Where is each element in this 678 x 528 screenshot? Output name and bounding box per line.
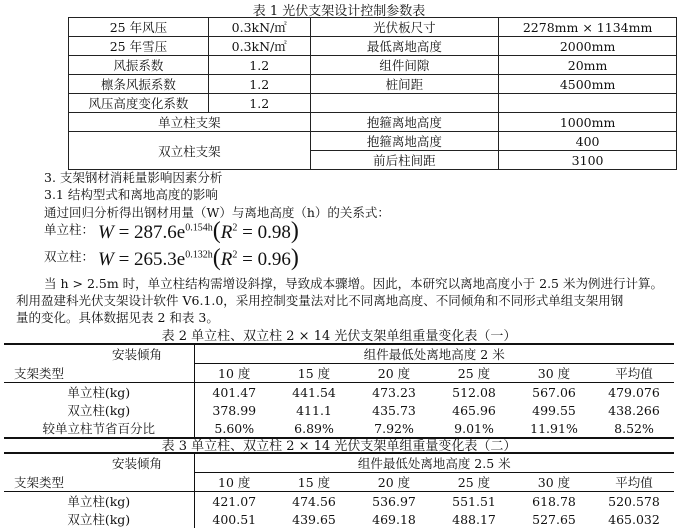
weight-table-2-5m (4, 452, 674, 528)
formula-label: 双立柱： (44, 249, 95, 264)
param-value: 1.2 (208, 94, 310, 113)
param-label: 25 年雪压 (69, 37, 209, 56)
param-label (310, 94, 499, 113)
column-header: 25 度 (434, 364, 514, 383)
column-header: 平均值 (594, 364, 674, 383)
formula-exponent: 0.132h (185, 249, 213, 261)
table-row (4, 510, 674, 528)
paragraph: 利用盈建科光伏支架设计软件 V6.1.0，采用控制变量法对比不同离地高度、不同倾角和不同形式单组支架用钢 (16, 293, 624, 308)
table-cell: 401.47 (212, 384, 257, 400)
table-cell: 7.92% (374, 420, 414, 436)
param-label: 25 年风压 (69, 18, 209, 37)
table-cell: 536.97 (372, 493, 416, 509)
column-header: 30 度 (514, 473, 594, 492)
height-group-header: 组件最低处离地高度 2 米 (363, 347, 505, 362)
formula-label: 单立柱： (44, 222, 95, 237)
row-label: 双立柱(kg) (4, 401, 194, 419)
table-cell: 400.51 (212, 511, 257, 527)
type-header: 支架类型 (4, 473, 194, 492)
subsection-heading: 3.1 结构型式和离地高度的影响 (44, 187, 218, 202)
table-header-row (4, 453, 674, 473)
table-cell: 474.56 (292, 493, 336, 509)
height-group-header: 组件最低处离地高度 2.5 米 (357, 456, 511, 471)
table-cell: 439.65 (292, 511, 336, 527)
table-cell: 435.73 (372, 402, 416, 418)
formula-coef: 265.3e (134, 249, 186, 270)
formula-single (44, 218, 299, 244)
param-value: 0.3kN/㎡ (208, 18, 310, 37)
param-value: 2278mm × 1134mm (499, 18, 677, 37)
table-cell: 9.01% (454, 420, 494, 436)
paragraph: 量的变化。具体数据见表 2 和表 3。 (16, 310, 219, 325)
table-cell: 469.18 (372, 511, 416, 527)
paragraph: 当 h > 2.5m 时，单立柱结构需增设斜撑，导致成本骤增。因此，本研究以离地高度小于 2.5 米为例进行计算。 (44, 276, 663, 291)
param-label: 最低离地高度 (310, 37, 499, 56)
table-cell: 378.99 (212, 402, 257, 418)
table-cell: 473.23 (372, 384, 416, 400)
param-label: 组件间隙 (310, 56, 499, 75)
column-header: 15 度 (274, 473, 354, 492)
type-header: 支架类型 (4, 364, 194, 383)
row-label: 双立柱(kg) (4, 510, 194, 528)
table-cell: 618.78 (532, 493, 576, 509)
table-cell: 11.91% (530, 420, 578, 436)
param-label: 檩条风振系数 (69, 75, 209, 94)
param-label: 桩间距 (310, 75, 499, 94)
param-label: 抱箍离地高度 (310, 113, 499, 132)
table-row (69, 113, 677, 132)
table-row (69, 132, 677, 151)
double-column-label: 双立柱支架 (69, 132, 311, 170)
param-label: 抱箍离地高度 (310, 132, 499, 151)
weight-table-2m (4, 343, 674, 439)
formula-expression: $W = 265.3e^{0.132h}(R^2 = 0.96)$ (98, 245, 299, 271)
table-row (69, 94, 677, 113)
table-cell: 465.96 (452, 402, 496, 418)
table-cell: 465.032 (608, 511, 660, 527)
table-row (69, 56, 677, 75)
table-header-row (4, 473, 674, 492)
table-row (69, 37, 677, 56)
intro-paragraph: 通过回归分析得出钢材用量（W）与离地高度（h）的关系式： (44, 205, 390, 220)
column-header: 10 度 (194, 364, 274, 383)
formula-exponent: 0.154h (185, 222, 213, 234)
formula-r2: 0.96 (257, 249, 291, 270)
table-row (4, 492, 674, 511)
param-label: 风振系数 (69, 56, 209, 75)
param-label: 光伏板尺寸 (310, 18, 499, 37)
table2-caption: 表 2 单立柱、双立柱 2 × 14 光伏支架单组重量变化表（一） (161, 329, 517, 344)
table1-caption: 表 1 光伏支架设计控制参数表 (252, 4, 426, 19)
table3-caption: 表 3 单立柱、双立柱 2 × 14 光伏支架单组重量变化表（二） (161, 439, 517, 454)
table-row (4, 401, 674, 419)
param-value (499, 94, 677, 113)
param-value: 1000mm (499, 113, 677, 132)
table-cell: 5.60% (214, 420, 255, 436)
param-value: 3100 (499, 151, 677, 170)
param-value: 20mm (499, 56, 677, 75)
column-header: 15 度 (274, 364, 354, 383)
formula-coef: 287.6e (134, 222, 186, 243)
table-cell: 441.54 (292, 384, 336, 400)
param-label: 前后柱间距 (310, 151, 499, 170)
param-value: 2000mm (499, 37, 677, 56)
param-value: 1.2 (208, 56, 310, 75)
column-header: 10 度 (194, 473, 274, 492)
table-cell: 6.89% (294, 420, 334, 436)
param-label: 风压高度变化系数 (69, 94, 209, 113)
table-cell: 512.08 (452, 384, 496, 400)
table-cell: 438.266 (608, 402, 660, 418)
table-row (4, 383, 674, 402)
table-header-row (4, 344, 674, 364)
table-cell: 551.51 (452, 493, 496, 509)
angle-header: 安装倾角 (4, 453, 194, 473)
row-label: 较单立柱节省百分比 (4, 419, 194, 438)
table-cell: 421.07 (212, 493, 257, 509)
row-label: 单立柱(kg) (4, 492, 194, 511)
table-row (69, 75, 677, 94)
single-column-label: 单立柱支架 (69, 113, 311, 132)
param-value: 4500mm (499, 75, 677, 94)
formula-double (44, 245, 299, 271)
formula-lhs: W (98, 222, 114, 243)
angle-header: 安装倾角 (4, 344, 194, 364)
table-header-row (4, 364, 674, 383)
row-label: 单立柱(kg) (4, 383, 194, 402)
table-cell: 479.076 (608, 384, 660, 400)
param-value: 1.2 (208, 75, 310, 94)
formula-lhs: W (98, 249, 114, 270)
params-table (68, 17, 677, 170)
column-header: 30 度 (514, 364, 594, 383)
table-cell: 527.65 (532, 511, 576, 527)
table-row (69, 18, 677, 37)
column-header: 平均值 (594, 473, 674, 492)
column-header: 20 度 (354, 473, 434, 492)
formula-r2: 0.98 (257, 222, 291, 243)
table-cell: 8.52% (614, 420, 654, 436)
table-cell: 520.578 (608, 493, 660, 509)
table-cell: 499.55 (532, 402, 576, 418)
table-cell: 411.1 (296, 402, 332, 418)
column-header: 20 度 (354, 364, 434, 383)
param-value: 0.3kN/㎡ (208, 37, 310, 56)
table-cell: 488.17 (452, 511, 496, 527)
table-cell: 567.06 (532, 384, 576, 400)
column-header: 25 度 (434, 473, 514, 492)
param-value: 400 (499, 132, 677, 151)
formula-expression: $W = 287.6e^{0.154h}(R^2 = 0.98)$ (98, 218, 299, 244)
section-heading: 3. 支架钢材消耗量影响因素分析 (44, 170, 223, 185)
